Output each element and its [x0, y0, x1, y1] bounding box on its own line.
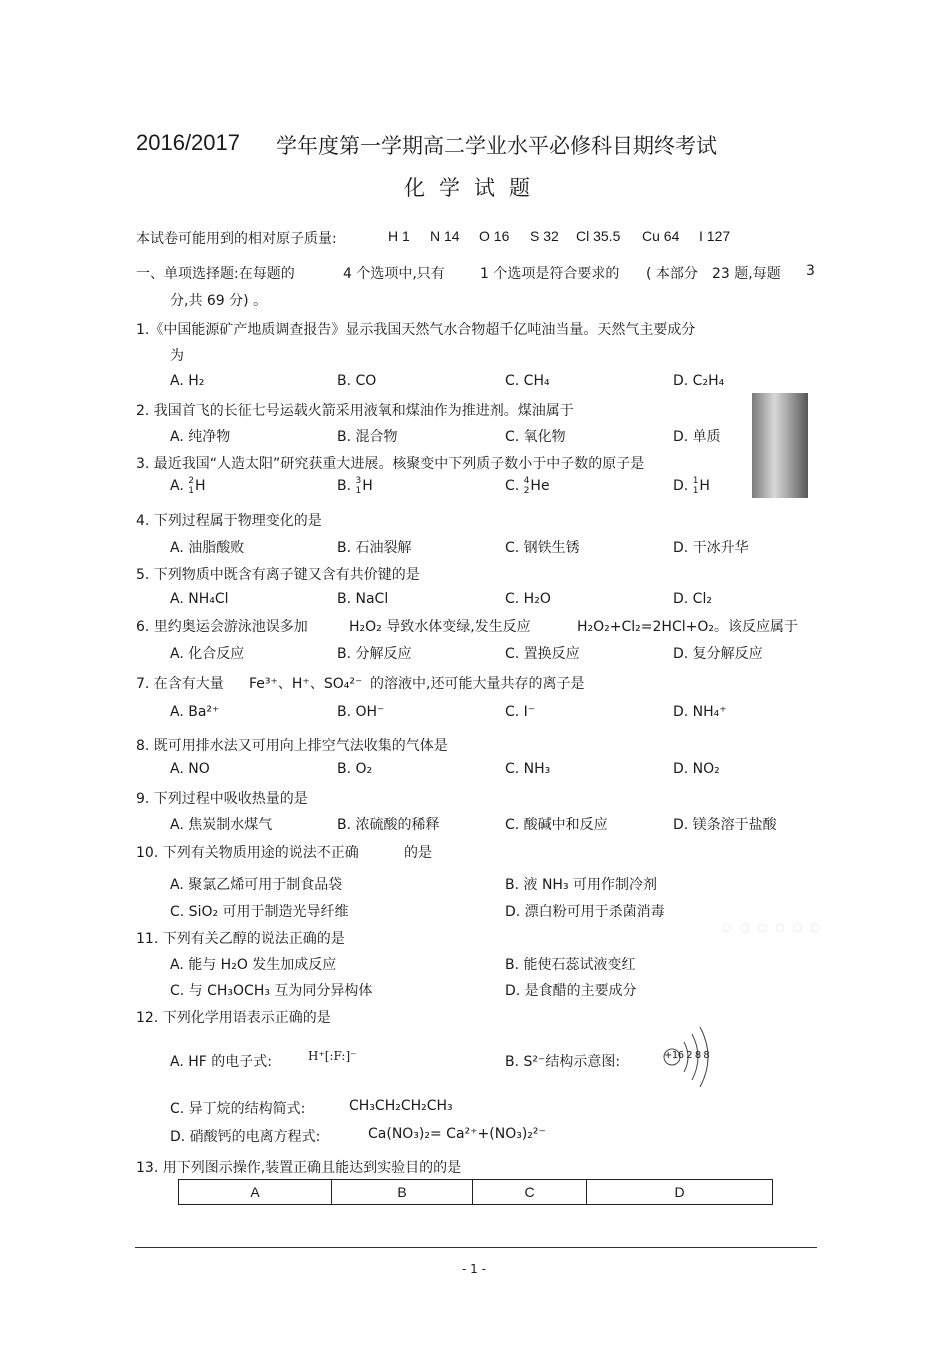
mass-number: 2 [188, 476, 194, 486]
exam-year: 2016/2017 [136, 130, 240, 155]
q12-option-d[interactable]: D. 硝酸钙的电离方程式: [170, 1129, 321, 1145]
q10-option-c[interactable]: C. SiO₂ 可用于制造光导纤维 [170, 904, 349, 920]
section-heading-4: ( 本部分 [646, 266, 698, 282]
section-heading-2: 4 个选项中,只有 [343, 266, 445, 282]
q3-option-c[interactable] [505, 476, 550, 496]
exam-title: 学年度第一学期高二学业水平必修科目期终考试 [276, 134, 717, 158]
q12-option-c[interactable]: C. 异丁烷的结构简式: [170, 1101, 306, 1117]
section-heading-cont: 分,共 69 分) 。 [170, 293, 268, 309]
q10-stem: 10. 下列有关物质用途的说法不正确 [136, 845, 359, 861]
rocket-photo [752, 393, 808, 498]
element: H [362, 478, 373, 494]
q3-stem: 3. 最近我国“人造太阳”研究获重大进展。核聚变中下列质子数小于中子数的原子是 [136, 456, 645, 472]
q7-option-a[interactable]: A. Ba²⁺ [170, 704, 220, 720]
q4-option-a[interactable]: A. 油脂酸败 [170, 540, 245, 556]
q13-col-c[interactable]: C [473, 1180, 587, 1205]
q11-option-b[interactable]: B. 能使石蕊试液变红 [505, 957, 636, 973]
mass-h: H 1 [388, 228, 410, 244]
q12-stem: 12. 下列化学用语表示正确的是 [136, 1010, 331, 1026]
q3-d-label: D. [673, 478, 689, 494]
q4-stem: 4. 下列过程属于物理变化的是 [136, 513, 322, 529]
atomic-number: 2 [523, 486, 530, 496]
q13-col-a[interactable]: A [179, 1180, 332, 1205]
q13-col-b[interactable]: B [332, 1180, 473, 1205]
q1-option-a[interactable]: A. H₂ [170, 373, 205, 389]
q5-option-a[interactable]: A. NH₄Cl [170, 591, 229, 607]
q4-option-b[interactable]: B. 石油裂解 [337, 540, 412, 556]
mass-s: S 32 [530, 228, 559, 244]
atomic-number: 1 [355, 486, 362, 496]
q3-option-a[interactable] [170, 476, 206, 496]
q3-a-nuclide [188, 476, 194, 496]
watermark: ◦◦◦◦◦◦ [718, 912, 825, 947]
q4-option-c[interactable]: C. 钢铁生锈 [505, 540, 580, 556]
element: H [699, 478, 710, 494]
q6-stem-c: H₂O₂+Cl₂=2HCl+O₂。该反应属于 [577, 619, 798, 635]
q12-option-b[interactable]: B. S²⁻结构示意图: [505, 1054, 621, 1070]
q9-option-a[interactable]: A. 焦炭制水煤气 [170, 817, 273, 833]
page-number: - 1 - [462, 1262, 486, 1276]
q11-option-a[interactable]: A. 能与 H₂O 发生加成反应 [170, 957, 337, 973]
q2-option-a[interactable]: A. 纯净物 [170, 429, 231, 445]
q2-option-b[interactable]: B. 混合物 [337, 429, 398, 445]
q8-option-a[interactable]: A. NO [170, 761, 210, 777]
mass-i: I 127 [699, 228, 731, 244]
q9-option-c[interactable]: C. 酸碱中和反应 [505, 817, 608, 833]
q7-ions: Fe³⁺、H⁺、SO₄²⁻ [249, 676, 363, 692]
atomic-number: 1 [692, 486, 699, 496]
q1-stem: 1.《中国能源矿产地质调查报告》显示我国天然气水合物超千亿吨油当量。天然气主要成分 [136, 322, 696, 338]
element: He [530, 478, 550, 494]
q2-option-d[interactable]: D. 单质 [673, 429, 721, 445]
q6-option-b[interactable]: B. 分解反应 [337, 646, 412, 662]
q12-d-formula: Ca(NO₃)₂= Ca²⁺+(NO₃)₂²⁻ [368, 1126, 546, 1142]
q7-stem-end: 的溶液中,还可能大量共存的离子是 [370, 676, 585, 692]
section-heading-5: 23 题,每题 [712, 266, 781, 282]
q8-option-d[interactable]: D. NO₂ [673, 761, 720, 777]
q6-option-a[interactable]: A. 化合反应 [170, 646, 245, 662]
hf-electron-formula: H⁺[:F:]⁻ [308, 1049, 357, 1063]
q2-option-c[interactable]: C. 氧化物 [505, 429, 566, 445]
q10-option-a[interactable]: A. 聚氯乙烯可用于制食品袋 [170, 877, 343, 893]
q6-option-d[interactable]: D. 复分解反应 [673, 646, 763, 662]
q7-option-c[interactable]: C. I⁻ [505, 704, 536, 720]
q1-stem-cont: 为 [170, 348, 184, 364]
mass-cu: Cu 64 [642, 228, 680, 244]
q6-stem-b: H₂O₂ 导致水体变绿,发生反应 [349, 619, 531, 635]
mass-cl: Cl 35.5 [576, 228, 621, 244]
q10-option-d[interactable]: D. 漂白粉可用于杀菌消毒 [505, 904, 665, 920]
element: H [194, 478, 206, 494]
q3-option-b[interactable] [337, 476, 373, 496]
q3-d-nuclide [693, 476, 699, 496]
q13-col-d[interactable]: D [587, 1180, 773, 1205]
q8-stem: 8. 既可用排水法又可用向上排空气法收集的气体是 [136, 738, 448, 754]
q1-option-d[interactable]: D. C₂H₄ [673, 373, 725, 389]
footer-rule [135, 1247, 817, 1248]
q2-stem: 2. 我国首飞的长征七号运载火箭采用液氧和煤油作为推进剂。煤油属于 [136, 403, 574, 419]
q10-option-b[interactable]: B. 液 NH₃ 可用作制冷剂 [505, 877, 658, 893]
q7-option-d[interactable]: D. NH₄⁺ [673, 704, 727, 720]
section-heading-3: 1 个选项是符合要求的 [480, 266, 620, 282]
q3-option-d[interactable] [673, 476, 710, 496]
q5-option-d[interactable]: D. Cl₂ [673, 591, 712, 607]
q12-c-formula: CH₃CH₂CH₂CH₃ [349, 1098, 453, 1114]
q3-c-label: C. [505, 478, 520, 494]
q11-option-c[interactable]: C. 与 CH₃OCH₃ 互为同分异构体 [170, 983, 373, 999]
q3-c-nuclide [524, 476, 530, 496]
atomic-mass-intro: 本试卷可能用到的相对原子质量: [136, 231, 337, 247]
q9-option-b[interactable]: B. 浓硫酸的稀释 [337, 817, 440, 833]
q13-options-table [178, 1179, 773, 1205]
q4-option-d[interactable]: D. 干冰升华 [673, 540, 749, 556]
q1-option-c[interactable]: C. CH₄ [505, 373, 550, 389]
q10-stem-end: 的是 [404, 845, 432, 861]
mass-number: 3 [355, 476, 362, 486]
q6-option-c[interactable]: C. 置换反应 [505, 646, 580, 662]
mass-number: 1 [692, 476, 699, 486]
q11-stem: 11. 下列有关乙醇的说法正确的是 [136, 931, 345, 947]
q13-stem: 13. 用下列图示操作,装置正确且能达到实验目的的是 [136, 1160, 462, 1176]
mass-o: O 16 [479, 228, 510, 244]
q7-option-b[interactable]: B. OH⁻ [337, 704, 385, 720]
section-heading: 一、单项选择题:在每题的 [136, 266, 295, 282]
q1-option-b[interactable]: B. CO [337, 373, 377, 389]
q5-option-c[interactable]: C. H₂O [505, 591, 551, 607]
q9-stem: 9. 下列过程中吸收热量的是 [136, 791, 308, 807]
atomic-number: 1 [188, 486, 194, 496]
q8-option-b[interactable]: B. O₂ [337, 761, 373, 777]
q3-a-label: A. [170, 478, 184, 494]
mass-number: 4 [523, 476, 530, 486]
q3-b-label: B. [337, 478, 352, 494]
q9-option-d[interactable]: D. 镁条溶于盐酸 [673, 817, 777, 833]
sulfide-diagram-label: +16 2 8 8 [664, 1050, 710, 1061]
mass-n: N 14 [430, 228, 460, 244]
q6-stem: 6. 里约奥运会游泳池误多加 [136, 619, 308, 635]
subject-title: 化学试题 [404, 176, 544, 200]
q3-b-nuclide [356, 476, 362, 496]
q7-stem: 7. 在含有大量 [136, 676, 224, 692]
q12-option-a[interactable]: A. HF 的电子式: [170, 1054, 272, 1070]
section-heading-6: 3 [806, 263, 815, 279]
q5-stem: 5. 下列物质中既含有离子键又含有共价键的是 [136, 567, 420, 583]
q5-option-b[interactable]: B. NaCl [337, 591, 389, 607]
q11-option-d[interactable]: D. 是食醋的主要成分 [505, 983, 637, 999]
q8-option-c[interactable]: C. NH₃ [505, 761, 551, 777]
